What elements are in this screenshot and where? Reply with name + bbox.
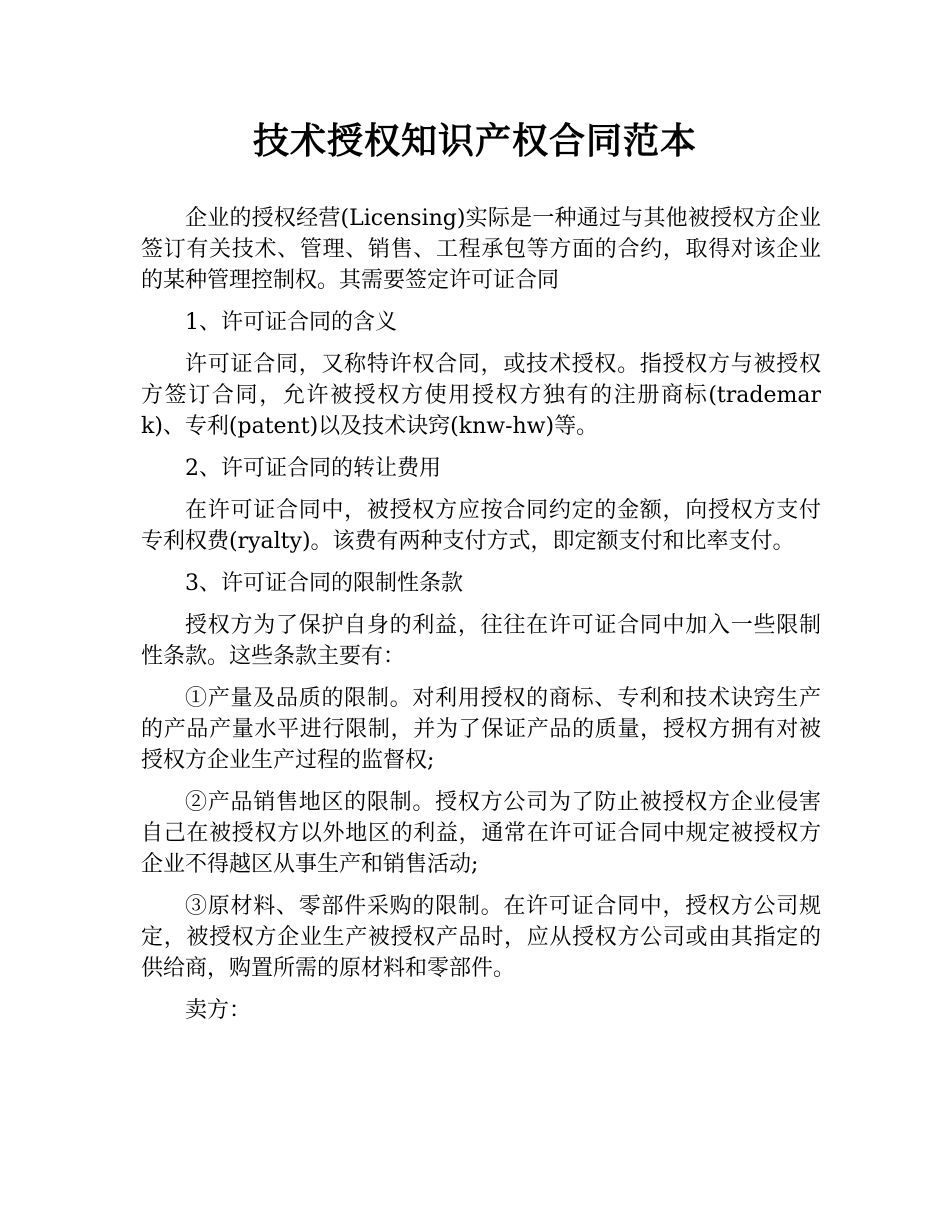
section-heading-3: 3、许可证合同的限制性条款 <box>185 571 463 596</box>
restriction-item-2: ②产品销售地区的限制。授权方公司为了防止被授权方企业侵害自己在被授权方以外地区的利益，通常在许可证合同中规定被授权方企业不得越区从事生产和销售活动; <box>141 790 821 877</box>
section-heading-2: 2、许可证合同的转让费用 <box>185 456 441 481</box>
restriction-item-1: ①产量及品质的限制。对利用授权的商标、专利和技术诀窍生产的产品产量水平进行限制，并为了保证产品的质量，授权方拥有对被授权方企业生产过程的监督权; <box>141 686 821 773</box>
seller-label: 卖方： <box>185 998 252 1023</box>
section-3-paragraph: 授权方为了保护自身的利益，往往在许可证合同中加入一些限制性条款。这些条款主要有： <box>141 613 821 669</box>
section-2-paragraph: 在许可证合同中，被授权方应按合同约定的金额，向授权方支付专利权费(ryalty)。该费有两种支付方式，即定额支付和比率支付。 <box>141 498 821 554</box>
section-heading-1: 1、许可证合同的含义 <box>185 310 397 335</box>
section-1-paragraph: 许可证合同，又称特许权合同，或技术授权。指授权方与被授权方签订合同，允许被授权方使用授权方独有的注册商标(trademark)、专利(patent)以及技术诀窍(knw-hw)等。 <box>141 352 821 439</box>
document-body <box>141 203 821 1037</box>
document-title: 技术授权知识产权合同范本 <box>252 121 697 162</box>
intro-paragraph: 企业的授权经营(Licensing)实际是一种通过与其他被授权方企业签订有关技术、管理、销售、工程承包等方面的合约，取得对该企业的某种管理控制权。其需要签定许可证合同 <box>141 206 821 293</box>
restriction-item-3: ③原材料、零部件采购的限制。在许可证合同中，授权方公司规定，被授权方企业生产被授权产品时，应从授权方公司或由其指定的供给商，购置所需的原材料和零部件。 <box>141 894 821 981</box>
